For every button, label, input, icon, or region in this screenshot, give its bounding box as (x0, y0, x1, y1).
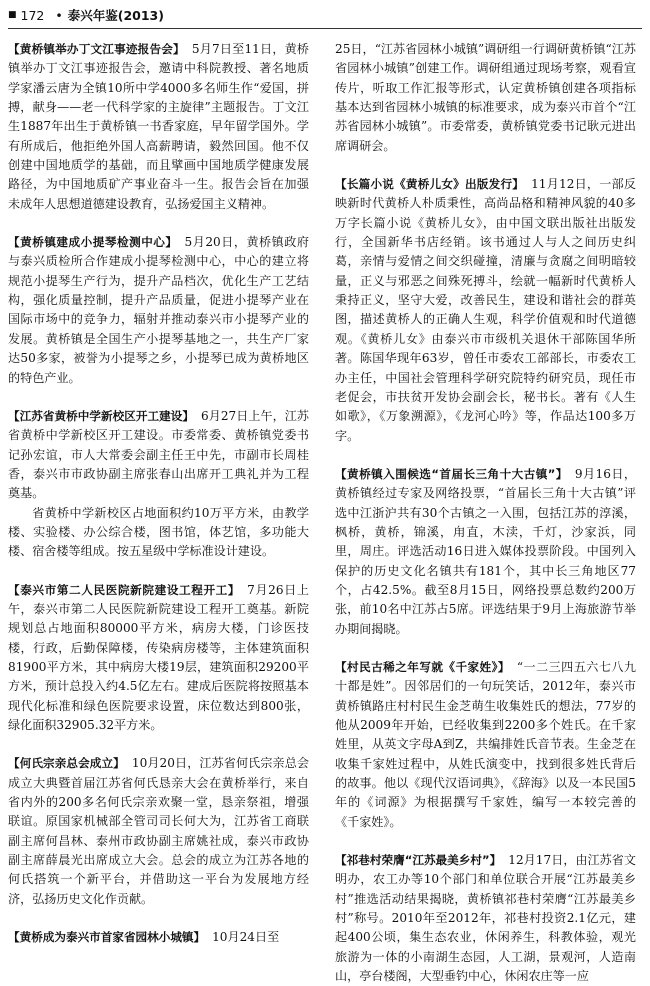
entry-title: 【江苏省黄桥中学新校区开工建设】 (8, 408, 194, 423)
yearbook-entry (335, 465, 636, 639)
yearbook-entry (335, 175, 636, 446)
entry-text: “一二三四五六七八九十都是姓”。因邻居们的一句玩笑话，2012年，泰兴市黄桥镇路庄村村民生金芝萌生收集姓氏的想法，77岁的他从2009年开始，已经收集到2200多个姓氏。在千家姓里，从英文字母A到Z，共编排姓氏音节表。生金芝在收集千家姓过程中，从姓氏演变中，找到很多姓氏背后的故事。他以《现代汉语词典》，《辞海》以及一本民国5年的《词源》为根据撰写千家姓，编写一本较完善的《千家姓》。 (335, 659, 637, 829)
page-header (8, 3, 642, 27)
yearbook-entry (8, 928, 309, 947)
entry-paragraph (335, 851, 636, 986)
right-column (335, 40, 637, 984)
yearbook-entry (335, 658, 636, 832)
yearbook-entry (8, 233, 309, 388)
yearbook-entry (335, 851, 636, 986)
entry-text: 10月24日至 (212, 930, 280, 945)
entry-paragraph (8, 233, 309, 388)
entry-paragraph (8, 40, 309, 214)
entry-title: 【村民古稀之年写就《千家姓》】 (335, 659, 510, 674)
entry-title: 【黄桥镇建成小提琴检测中心】 (8, 235, 178, 250)
entry-text: 5月20日，黄桥镇政府与泰兴质检所合作建成小提琴检测中心，中心的建立将规范小提琴生产行为，提升产品档次，优化生产工艺结构，强化质量控制，提升产品质量，促进小提琴产业在国际市场中的竞争力，辐射并推动泰兴市小提琴产业的发展。黄桥镇是全国生产小提琴基地之一，共生产厂家达50多家，被誉为小提琴之乡，小提琴已成为黄桥地区的特色产业。 (8, 235, 309, 385)
entry-paragraph (8, 928, 309, 947)
entry-text: 9月16日，黄桥镇经过专家及网络投票，“首届长三角十大古镇”评选中江浙沪共有30个古镇之一入围，包括江苏的淳溪，枫桥，黄桥，锦溪，甪直，木渎，千灯，沙家浜，同里，周庄。评选活动16日进入媒体投票阶段。中国列入保护的历史文化名镇共有181个，其中长三角地区77个，占42.5%。截至8月15日，网络投票总数约200万张，前10名中江苏占5席。评选结果于9月上海旅游节举办期间揭晓。 (335, 466, 636, 636)
yearbook-entry (8, 40, 309, 214)
entry-paragraph (335, 658, 636, 832)
entry-title: 【泰兴市第二人民医院新院建设工程开工】 (8, 582, 241, 597)
left-column (8, 40, 309, 945)
entry-paragraph (8, 407, 309, 504)
entry-paragraph (335, 40, 636, 156)
entry-text: 10月20日，江苏省何氏宗亲总会成立大典暨首届江苏省何氏恳亲大会在黄桥举行，来自省内外的200多名何氏宗亲欢聚一堂，恳亲祭祖，增强联谊。原国家机械部全管司司长何大为，江苏省工商联副主席何昌林、泰州市政协副主席姚社成，泰兴市政协副主席薛晨光出席成立大会。总会的成立为江苏各地的何氏搭筑一个新平台，并借助这一平台为发展地方经济，弘扬历史文化作贡献。 (8, 756, 309, 906)
entry-paragraph (335, 175, 636, 446)
entry-text: 11月12日，一部反映新时代黄桥人朴质秉性，高尚品格和精神风貌的40多万字长篇小说《黄桥儿女》，由中国文联出版社出版发行，全国新华书店经销。该书通过人与人之间历史纠葛，亲情与爱情之间交织碰撞，清廉与贪腐之间明暗较量，正义与邪恶之间殊死搏斗，绘就一幅新时代黄桥人秉持正义，坚守大爱，改善民生，建设和谐社会的群英图，描述黄桥人的正确人生观，科学价值观和时代道德观。《黄桥儿女》由泰兴市市级机关退休干部陈国华所著。陈国华现年63岁，曾任市委农工部部长，市委农工办主任，中国社会管理科学研究院特约研究员，现任市老促会，市扶贫开发协会副会长，秘书长。著有《人生如歌》，《万象溯源》，《龙河心吟》等，作品达100多万字。 (335, 177, 636, 443)
yearbook-entry (8, 754, 309, 909)
entry-text: 省黄桥中学新校区占地面积约10万平方米，由教学楼、实验楼、办公综合楼，图书馆，体艺馆，多功能大楼、宿舍楼等组成。按五星级中学标准设计建设。 (8, 505, 309, 559)
yearbook-entry (8, 407, 309, 562)
entry-text: 5月7日至11日，黄桥镇举办丁文江事迹报告会，邀请中科院教授、著名地质学家潘云唐为全镇10所中学4000多名师生作“爱国，拼搏，献身——老一代科学家的主旋律”主题报告。丁文江生1887年出生于黄桥镇一书香家庭，早年留学国外。学有所成后，他拒绝外国人高薪聘请，毅然回国。他不仅创建中国地质学的基础，而且擘画中国地质学健康发展路径，为中国地质矿产事业奋斗一生。报告会旨在加强未成年人思想道德建设教育，弘扬爱国主义精神。 (8, 42, 309, 211)
entry-text: 12月17日，由江苏省文明办，农工办等10个部门和单位联合开展“江苏最美乡村”推选活动结果揭晓，黄桥镇祁巷村荣膺“江苏最美乡村”称号。2010年至2012年，祁巷村投资2.1亿元，建起400公顷，集生态农业，休闲养生，科教体验，观光旅游为一体的小南湖生态园，人工湖，景观河，人造南山，亭台楼阁，大型垂钓中心，休闲农庄等一应 (335, 853, 636, 984)
entry-title: 【何氏宗亲总会成立】 (8, 756, 125, 771)
entry-text: 25日，“江苏省园林小城镇”调研组一行调研黄桥镇“江苏省园林小城镇”创建工作。调研组通过现场考察，观看宣传片，听取工作汇报等形式，认定黄桥镇创建各项指标基本达到省园林小城镇的标准要求，成为泰兴市首个“江苏省园林小城镇”。市委常委，黄桥镇党委书记耿元进出席调研会。 (335, 42, 636, 153)
entry-paragraph (8, 754, 309, 909)
entry-title: 【黄桥镇入围候选“首届长三角十大古镇”】 (335, 466, 568, 481)
yearbook-entry (335, 40, 636, 156)
header-bullet: ■ (8, 10, 17, 20)
entry-paragraph (8, 504, 309, 562)
header-rule (8, 28, 642, 29)
entry-title: 【黄桥成为泰兴市首家省园林小城镇】 (8, 930, 206, 945)
entry-paragraph (8, 581, 309, 736)
entry-text: 6月27日上午，江苏省黄桥中学新校区开工建设。市委常委、黄桥镇党委书记孙宏谊，市人大常委会副主任王中先，市副市长周桂香，泰兴市市政协副主席张春山出席开工典礼并为工程奠基。 (8, 408, 309, 501)
entry-text: 7月26日上午，泰兴市第二人民医院新院建设工程开工奠基。新院规划总占地面积80000平方米，病房大楼，门诊医技楼，行政，后勤保障楼，传染病房楼等，主体建筑面积81900平方米，其中病房大楼19层，建筑面积29200平方米，预计总投入约4.5亿左右。建成后医院将按照基本现代化标准和绿色医院要求设置，床位数达到800张，绿化面积32905.32平方米。 (8, 582, 309, 732)
entry-title: 【长篇小说《黄桥儿女》出版发行】 (335, 177, 525, 192)
page-number: 172 (20, 7, 45, 23)
entry-title: 【黄桥镇举办丁文江事迹报告会】 (8, 42, 185, 56)
entry-paragraph (335, 465, 636, 639)
book-title: 泰兴年鉴(2013) (67, 8, 164, 23)
entry-title: 【祁巷村荣膺“江苏最美乡村”】 (335, 853, 502, 868)
header-separator: • (55, 7, 63, 23)
yearbook-entry (8, 581, 309, 736)
